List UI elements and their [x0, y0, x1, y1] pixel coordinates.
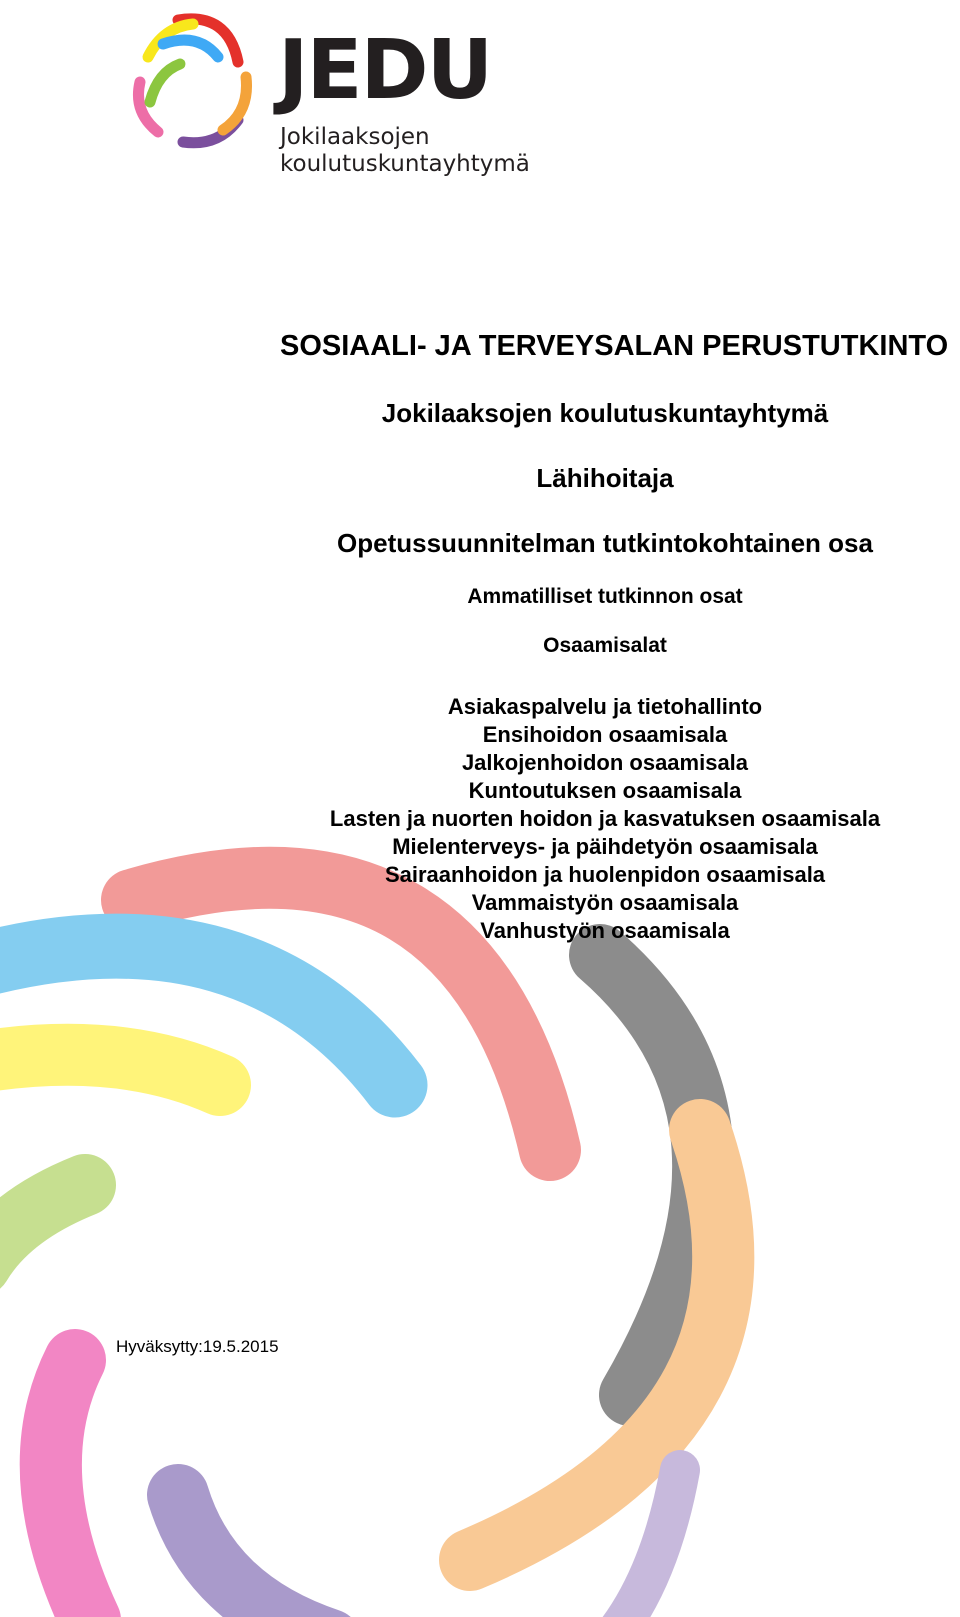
swirl-arc-purple — [178, 1495, 330, 1617]
qualification-title: Lähihoitaja — [536, 463, 674, 493]
list-item: Ensihoidon osaamisala — [482, 722, 728, 747]
jedu-logo-mark-icon — [118, 2, 268, 152]
swirl-arc-yellow — [0, 1055, 220, 1085]
logo-subtitle-line-2: koulutuskuntayhtymä — [280, 151, 530, 177]
swirl-arc-green — [0, 1185, 85, 1265]
list-item: Jalkojenhoidon osaamisala — [461, 750, 749, 775]
list-item: Lasten ja nuorten hoidon ja kasvatuksen osaamisala — [329, 806, 881, 831]
list-item: Vanhustyön osaamisala — [480, 918, 730, 943]
logo-subtitle-line-1: Jokilaaksojen — [280, 124, 430, 150]
competence-area-list — [280, 693, 930, 945]
list-item: Mielenterveys- ja päihdetyön osaamisala — [392, 834, 818, 859]
approval-date: Hyväksytty:19.5.2015 — [116, 1337, 279, 1356]
list-item: Kuntoutuksen osaamisala — [468, 778, 742, 803]
main-title: SOSIAALI- JA TERVEYSALAN PERUSTUTKINTO — [280, 330, 949, 362]
plan-part-title: Opetussuunnitelman tutkintokohtainen osa — [337, 528, 873, 558]
swirl-arc-magenta — [51, 1360, 90, 1617]
section-heading: Ammatilliset tutkinnon osat — [467, 585, 743, 608]
organization-name: Jokilaaksojen koulutuskuntayhtymä — [381, 398, 829, 428]
jedu-logo — [118, 2, 558, 182]
logo-subtitle — [280, 124, 530, 178]
subsection-heading: Osaamisalat — [543, 634, 667, 657]
list-item: Sairaanhoidon ja huolenpidon osaamisala — [384, 862, 826, 887]
logo-wordmark: JEDU — [278, 23, 492, 118]
list-item: Asiakaspalvelu ja tietohallinto — [447, 694, 763, 719]
list-item: Vammaistyön osaamisala — [471, 890, 739, 915]
